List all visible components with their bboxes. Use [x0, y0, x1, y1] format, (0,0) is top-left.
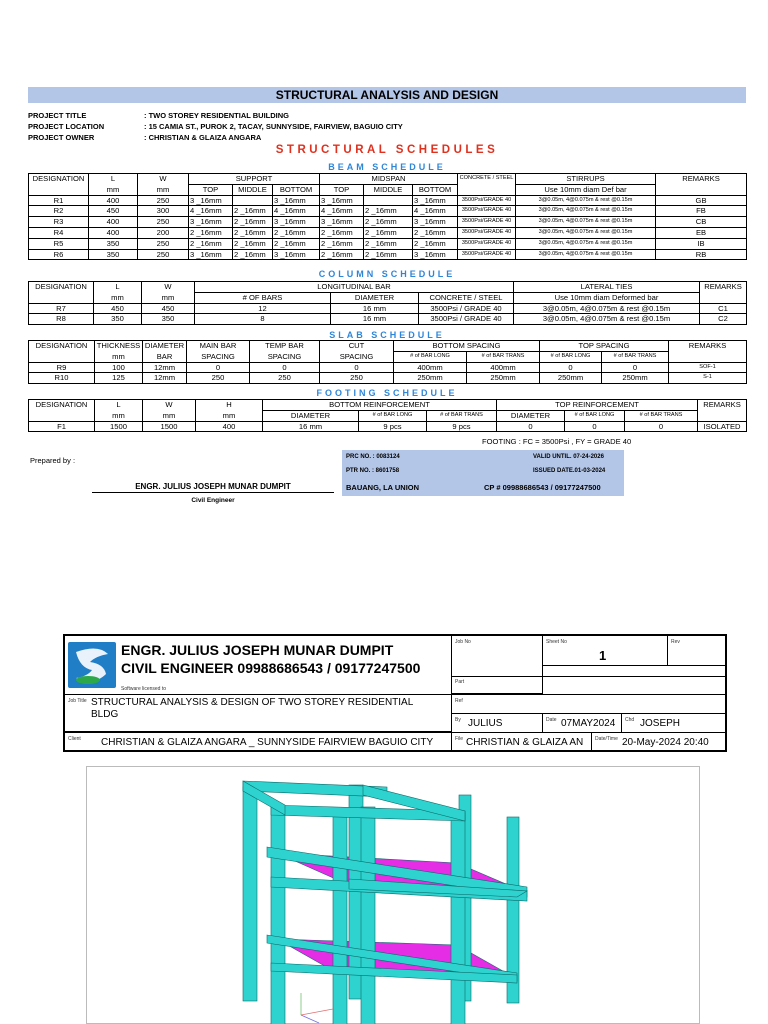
table-cell: 0: [187, 362, 250, 373]
table-cell: 2 _16mm: [413, 227, 458, 238]
col-header: TOP: [189, 184, 233, 195]
table-cell: R10: [29, 373, 95, 384]
sheet-no-cell: [542, 636, 668, 666]
col-header: # of BAR LONG: [359, 410, 427, 421]
table-cell: 9 pcs: [359, 421, 427, 432]
table-cell: 250mm: [467, 373, 540, 384]
table-cell: 12mm: [143, 373, 187, 384]
table-cell: 300: [138, 206, 189, 217]
table-cell: 0: [625, 421, 698, 432]
slab-row: [29, 373, 747, 384]
table-cell: 125: [95, 373, 143, 384]
table-cell: EB: [656, 227, 747, 238]
column-schedule-title: COLUMN SCHEDULE: [318, 269, 456, 279]
table-cell: 0: [602, 362, 669, 373]
table-cell: 400: [89, 195, 138, 206]
beam-schedule-title: BEAM SCHEDULE: [328, 162, 446, 172]
table-cell: 3 _16mm: [189, 195, 233, 206]
beam-row: [29, 238, 747, 249]
issued-date: ISSUED DATE.01-03-2024: [533, 468, 606, 474]
software-logo: [68, 642, 116, 688]
table-cell: 3@0.05m, 4@0.075m & rest @0.15m: [514, 314, 700, 325]
part-label: Part: [455, 679, 465, 685]
col-header: MAIN BAR: [187, 341, 250, 352]
table-cell: 3500Psi/GRADE 40: [458, 238, 516, 249]
table-cell: 250mm: [540, 373, 602, 384]
table-cell: 2 _16mm: [364, 227, 413, 238]
prc-number: PRC NO. : 0083124: [346, 454, 400, 460]
table-cell: 8: [195, 314, 331, 325]
date-label: Date: [546, 717, 557, 723]
col-header: L: [94, 282, 142, 293]
unit-label: mm: [89, 184, 138, 195]
table-cell: 3500Psi/GRADE 40: [458, 195, 516, 206]
col-header: W: [138, 174, 189, 185]
slab-schedule-title: SLAB SCHEDULE: [329, 330, 445, 340]
project-title-value: : TWO STOREY RESIDENTIAL BUILDING: [144, 111, 290, 120]
table-cell: 2 _16mm: [413, 238, 458, 249]
col-header: BOTTOM: [273, 184, 320, 195]
col-header: # of BAR TRANS: [625, 410, 698, 421]
by-value: JULIUS: [468, 718, 503, 729]
footing-note: FOOTING : FC = 3500Psi , FY = GRADE 40: [482, 437, 632, 446]
table-cell: 2 _16mm: [273, 238, 320, 249]
datetime-label: Date/Time: [595, 736, 618, 742]
beam-row: [29, 206, 747, 217]
col-header: SPACING: [187, 351, 250, 362]
client-cell: [65, 732, 452, 752]
prepared-by-label: Prepared by :: [30, 456, 76, 465]
col-header: CONCRETE / STEEL: [419, 292, 514, 303]
table-cell: 3500Psi/GRADE 40: [458, 227, 516, 238]
table-cell: 2 _16mm: [189, 227, 233, 238]
col-header: H: [196, 400, 263, 411]
unit-label: mm: [95, 410, 143, 421]
table-cell: 250: [250, 373, 320, 384]
project-owner-value: : CHRISTIAN & GLAIZA ANGARA: [144, 133, 262, 142]
file-label: File: [455, 736, 464, 742]
table-cell: [364, 195, 413, 206]
table-cell: 450: [142, 303, 195, 314]
table-cell: 3 _16mm: [189, 217, 233, 228]
col-header: DIAMETER: [143, 341, 187, 352]
table-cell: 250mm: [602, 373, 669, 384]
table-cell: 4 _16mm: [320, 206, 364, 217]
chd-cell: [621, 713, 727, 733]
table-cell: 2 _16mm: [233, 249, 273, 260]
col-header: LATERAL TIES: [514, 282, 700, 293]
table-cell: 2 _16mm: [273, 227, 320, 238]
table-cell: C1: [700, 303, 747, 314]
col-header: # of BAR LONG: [394, 351, 467, 362]
table-cell: 250: [187, 373, 250, 384]
sheet-no-label: Sheet No: [546, 639, 567, 645]
tb-engineer-contact: CIVIL ENGINEER 09988686543 / 09177247500: [121, 660, 421, 676]
col-header: DESIGNATION: [29, 174, 89, 185]
project-title-label: PROJECT TITLE: [28, 111, 87, 120]
col-header: SPACING: [320, 351, 394, 362]
col-header: DIAMETER: [331, 292, 419, 303]
datetime-cell: [591, 732, 727, 752]
table-cell: RB: [656, 249, 747, 260]
by-label: By: [455, 717, 461, 723]
unit-label: mm: [143, 410, 196, 421]
table-cell: 3 _16mm: [189, 249, 233, 260]
datetime-value: 20-May-2024 20:40: [622, 737, 709, 748]
job-no-label: Job No: [455, 639, 471, 645]
table-cell: 450: [94, 303, 142, 314]
table-cell: 2 _16mm: [320, 238, 364, 249]
col-header: TOP: [320, 184, 364, 195]
table-cell: 2 _16mm: [189, 238, 233, 249]
table-cell: 450: [89, 206, 138, 217]
beam-row: [29, 227, 747, 238]
col-header: BOTTOM REINFORCEMENT: [263, 400, 497, 411]
place: BAUANG, LA UNION: [346, 483, 420, 492]
ptr-number: PTR NO. : 8601758: [346, 468, 400, 474]
stirrup-note: Use 10mm diam Def bar: [516, 184, 656, 195]
table-cell: 12mm: [143, 362, 187, 373]
client-value: CHRISTIAN & GLAIZA ANGARA _ SUNNYSIDE FAIRVIEW BAGUIO CITY: [101, 737, 434, 748]
col-header: REMARKS: [698, 400, 747, 411]
chd-label: Chd: [625, 717, 635, 723]
col-header: TOP SPACING: [540, 341, 669, 352]
table-cell: 250: [138, 238, 189, 249]
engineer-name: ENGR. JULIUS JOSEPH MUNAR DUMPIT: [92, 482, 334, 493]
ref-cell: [451, 694, 727, 714]
table-cell: 400: [89, 217, 138, 228]
structural-schedules-title: STRUCTURAL SCHEDULES: [275, 144, 499, 156]
table-cell: R8: [29, 314, 94, 325]
col-header: # of BAR LONG: [565, 410, 625, 421]
table-cell: 3@0.05m, 4@0.075m & rest @0.15m: [516, 217, 656, 228]
sheet-no-value: 1: [599, 648, 607, 663]
unit-label: mm: [142, 292, 195, 303]
client-label: Client: [68, 736, 81, 742]
contact-numbers: CP # 09988686543 / 09177247500: [484, 483, 601, 492]
frame-3d-model: [87, 767, 701, 1024]
table-cell: 3500Psi/GRADE 40: [458, 249, 516, 260]
table-cell: F1: [29, 421, 95, 432]
table-cell: 2 _16mm: [233, 238, 273, 249]
table-cell: R2: [29, 206, 89, 217]
beam-row: [29, 217, 747, 228]
ties-note: Use 10mm diam Deformed bar: [514, 292, 700, 303]
axis-triad-icon: [301, 993, 333, 1023]
rev-cell: [667, 636, 727, 666]
table-cell: 3 _16mm: [273, 249, 320, 260]
table-cell: 400mm: [394, 362, 467, 373]
table-cell: IB: [656, 238, 747, 249]
table-cell: 3 _16mm: [273, 195, 320, 206]
col-header: W: [143, 400, 196, 411]
table-cell: 3@0.05m, 4@0.075m & rest @0.15m: [516, 195, 656, 206]
col-header: MIDDLE: [233, 184, 273, 195]
col-header: DESIGNATION: [29, 282, 94, 293]
col-header: CONCRETE / STEEL: [458, 174, 516, 185]
table-cell: 9 pcs: [427, 421, 497, 432]
table-cell: 2 _16mm: [364, 249, 413, 260]
table-cell: 3 _16mm: [413, 195, 458, 206]
col-header: # of BAR LONG: [540, 351, 602, 362]
col-header: REMARKS: [700, 282, 747, 293]
table-cell: 4 _16mm: [413, 206, 458, 217]
table-cell: 250: [138, 217, 189, 228]
footing-row: [29, 421, 747, 432]
table-cell: 16 mm: [331, 303, 419, 314]
footing-schedule-table: [28, 399, 747, 432]
slab-row: [29, 362, 747, 373]
software-licensed-label: Software licensed to: [121, 686, 167, 692]
rev-label: Rev: [671, 639, 680, 645]
footing-schedule-title: FOOTING SCHEDULE: [316, 388, 458, 398]
table-cell: 0: [250, 362, 320, 373]
staad-title-block: [63, 634, 727, 752]
table-cell: 400mm: [467, 362, 540, 373]
chd-value: JOSEPH: [640, 718, 681, 729]
col-header: # of BAR TRANS: [427, 410, 497, 421]
table-cell: 350: [89, 249, 138, 260]
table-cell: 4 _16mm: [273, 206, 320, 217]
table-cell: S-1: [669, 373, 747, 384]
table-cell: 3500Psi / GRADE 40: [419, 303, 514, 314]
table-cell: R1: [29, 195, 89, 206]
col-header: BAR: [143, 351, 187, 362]
table-cell: 4 _16mm: [189, 206, 233, 217]
table-cell: R5: [29, 238, 89, 249]
col-header: SUPPORT: [189, 174, 320, 185]
table-cell: 3500Psi / GRADE 40: [419, 314, 514, 325]
tb-engineer-name: ENGR. JULIUS JOSEPH MUNAR DUMPIT: [121, 642, 394, 658]
beam-row: [29, 249, 747, 260]
table-cell: 2 _16mm: [364, 206, 413, 217]
table-cell: 400: [89, 227, 138, 238]
table-cell: [233, 195, 273, 206]
table-cell: GB: [656, 195, 747, 206]
table-cell: 100: [95, 362, 143, 373]
project-location-label: PROJECT LOCATION: [28, 122, 105, 131]
col-header: CUT: [320, 341, 394, 352]
slab-schedule-table: [28, 340, 747, 384]
project-owner-label: PROJECT OWNER: [28, 133, 95, 142]
table-cell: R4: [29, 227, 89, 238]
table-cell: 16 mm: [331, 314, 419, 325]
table-cell: 350: [94, 314, 142, 325]
table-cell: 250: [320, 373, 394, 384]
column-row: [29, 314, 747, 325]
col-header: DIAMETER: [497, 410, 565, 421]
table-cell: 3 _16mm: [273, 217, 320, 228]
table-cell: 3 _16mm: [320, 195, 364, 206]
table-cell: 2 _16mm: [233, 206, 273, 217]
column-row: [29, 303, 747, 314]
beam-schedule-table: [28, 173, 747, 260]
col-header: THICKNESS: [95, 341, 143, 352]
table-cell: ISOLATED: [698, 421, 747, 432]
license-box: [342, 450, 624, 496]
col-header: # of BAR TRANS: [602, 351, 669, 362]
project-info: [28, 110, 403, 143]
table-cell: 16 mm: [263, 421, 359, 432]
col-header: LONGITUDINAL BAR: [195, 282, 514, 293]
job-title-value: STRUCTURAL ANALYSIS & DESIGN OF TWO STOREY RESIDENTIAL BLDG: [91, 697, 413, 720]
column: [333, 813, 347, 1024]
file-cell: [451, 732, 592, 752]
table-cell: 0: [540, 362, 602, 373]
ref-label: Ref: [455, 698, 463, 704]
table-cell: 3 _16mm: [320, 217, 364, 228]
table-cell: CB: [656, 217, 747, 228]
table-cell: 0: [565, 421, 625, 432]
job-title-label: Job Title: [68, 698, 87, 704]
col-header: L: [89, 174, 138, 185]
table-cell: 250mm: [394, 373, 467, 384]
col-header: BOTTOM: [413, 184, 458, 195]
col-header: W: [142, 282, 195, 293]
beam-row: [29, 195, 747, 206]
table-cell: 2 _16mm: [233, 227, 273, 238]
table-cell: 3500Psi/GRADE 40: [458, 206, 516, 217]
column: [451, 813, 465, 1024]
table-cell: R9: [29, 362, 95, 373]
table-cell: 3@0.05m, 4@0.075m & rest @0.15m: [514, 303, 700, 314]
col-header: REMARKS: [656, 174, 747, 185]
job-title-cell: [65, 694, 452, 732]
column: [243, 787, 257, 1001]
table-cell: 3@0.05m, 4@0.075m & rest @0.15m: [516, 206, 656, 217]
col-header: TOP REINFORCEMENT: [497, 400, 698, 411]
unit-label: mm: [94, 292, 142, 303]
table-cell: 0: [497, 421, 565, 432]
part-cell: [451, 676, 727, 695]
table-cell: 2 _16mm: [320, 227, 364, 238]
table-cell: 0: [320, 362, 394, 373]
table-cell: 2 _16mm: [320, 249, 364, 260]
table-cell: C2: [700, 314, 747, 325]
table-cell: 3 _16mm: [413, 217, 458, 228]
file-value: CHRISTIAN & GLAIZA AN: [466, 737, 584, 748]
table-cell: 1500: [95, 421, 143, 432]
col-header: MIDSPAN: [320, 174, 458, 185]
col-header: MIDDLE: [364, 184, 413, 195]
by-cell: [451, 713, 543, 733]
col-header: SPACING: [250, 351, 320, 362]
table-cell: FB: [656, 206, 747, 217]
column: [361, 807, 375, 1024]
table-cell: 400: [196, 421, 263, 432]
table-cell: 200: [138, 227, 189, 238]
engineer-title: Civil Engineer: [191, 497, 235, 504]
table-cell: 2 _16mm: [233, 217, 273, 228]
unit-label: mm: [196, 410, 263, 421]
table-cell: R7: [29, 303, 94, 314]
col-header: # OF BARS: [195, 292, 331, 303]
table-cell: 3@0.05m, 4@0.075m & rest @0.15m: [516, 227, 656, 238]
col-header: BOTTOM SPACING: [394, 341, 540, 352]
table-cell: SOF-1: [669, 362, 747, 373]
unit-label: mm: [138, 184, 189, 195]
table-cell: R6: [29, 249, 89, 260]
table-cell: 3 _16mm: [413, 249, 458, 260]
col-header: # of BAR TRANS: [467, 351, 540, 362]
col-header: STIRRUPS: [516, 174, 656, 185]
table-cell: R3: [29, 217, 89, 228]
document-title: STRUCTURAL ANALYSIS AND DESIGN: [28, 87, 746, 103]
col-header: TEMP BAR: [250, 341, 320, 352]
structural-model-view: [86, 766, 700, 1024]
col-header: L: [95, 400, 143, 411]
col-header: DESIGNATION: [29, 341, 95, 352]
col-header: DESIGNATION: [29, 400, 95, 411]
table-cell: 3@0.05m, 4@0.075m & rest @0.15m: [516, 249, 656, 260]
project-location-value: : 15 CAMIA ST., PUROK 2, TACAY, SUNNYSIDE, FAIRVIEW, BAGUIO CITY: [144, 122, 403, 131]
date-cell: [542, 713, 622, 733]
table-cell: 3500Psi/GRADE 40: [458, 217, 516, 228]
table-cell: 2 _16mm: [364, 217, 413, 228]
column: [271, 807, 285, 1024]
table-cell: 350: [142, 314, 195, 325]
table-cell: 350: [89, 238, 138, 249]
table-cell: 2 _16mm: [364, 238, 413, 249]
unit-label: mm: [95, 351, 143, 362]
col-header: REMARKS: [669, 341, 747, 352]
valid-until: VALID UNTIL. 07-24-2026: [533, 454, 604, 460]
table-cell: 12: [195, 303, 331, 314]
col-header: DIAMETER: [263, 410, 359, 421]
table-cell: 250: [138, 195, 189, 206]
column-schedule-table: [28, 281, 747, 325]
date-value: 07MAY2024: [561, 718, 616, 729]
table-cell: 3@0.05m, 4@0.075m & rest @0.15m: [516, 238, 656, 249]
table-cell: 1500: [143, 421, 196, 432]
table-cell: 250: [138, 249, 189, 260]
